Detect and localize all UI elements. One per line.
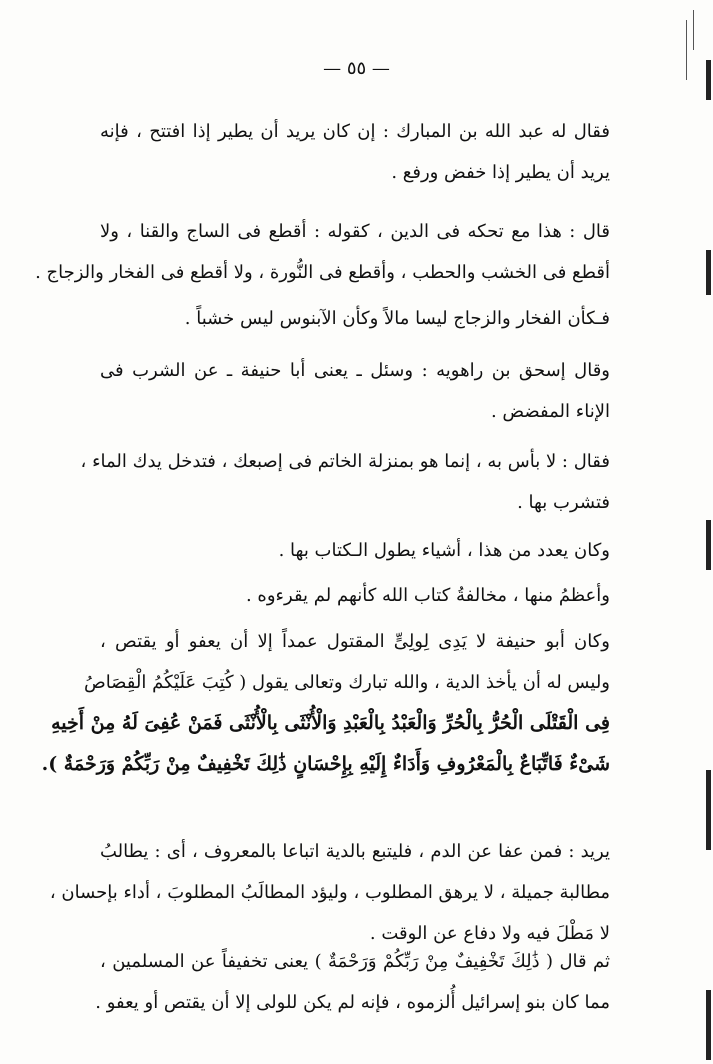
text-line: ثم قال ( ذَٰلِكَ تَخْفِيفٌ مِنْ رَبِّكُمْ وَرَحْمَةٌ ) يعنى تخفيفاً عن المسلمين ، [100, 951, 610, 972]
text-line: لا مَطْلَ فيه ولا دفاع عن الوقت . [369, 923, 610, 944]
paragraph-5 [80, 441, 610, 523]
scan-edge-mark [706, 60, 711, 100]
scan-edge-mark [706, 520, 711, 570]
quran-verse-line: شَىْءٌ فَاتِّبَاعٌ بِالْمَعْرُوفِ وَأَدَاءٌ إِلَيْهِ بِإِحْسَانٍ ذَٰلِكَ تَخْفِيفٌ مِنْ رَبِّكُمْ وَرَحْمَةٌ ). [41, 753, 610, 775]
quran-verse-line: فِى الْقَتْلَى الْحُرُّ بِالْحُرِّ وَالْعَبْدُ بِالْعَبْدِ وَالْأُنْثَى بِالْأُنْثَى فَمَنْ عُفِىَ لَهُ مِنْ أَخِيهِ [51, 712, 610, 734]
text-line: وقال إسحق بن راهويه : وسئل ـ يعنى أبا حنيفة ـ عن الشرب فى [100, 360, 610, 381]
paragraph-2 [35, 211, 610, 293]
paragraph-7 [100, 575, 610, 616]
scan-edge-mark [706, 770, 711, 850]
text-line: وكان أبو حنيفة لا يَدِى لِولِىٍّ المقتول عمداً إلا أن يعفو أو يقتص ، [100, 631, 610, 652]
text-line: يريد : فمن عفا عن الدم ، فليتبع بالدية اتباعا بالمعروف ، أى : يطالبُ [100, 841, 610, 862]
text-line: الإناء المفضض . [490, 401, 610, 422]
paragraph-10 [95, 941, 610, 1023]
text-line: يريد أن يطير إذا خفض ورفع . [391, 162, 610, 183]
text-line: فقال : لا بأس به ، إنما هو بمنزلة الخاتم فى إصبعك ، فتدخل يدك الماء ، [80, 451, 610, 472]
text-line: أقطع فى الخشب والحطب ، وأقطع فى النُّورة ، ولا أقطع فى الفخار والزجاج . [35, 262, 610, 283]
paragraph-1 [100, 111, 610, 193]
text-line: فتشرب بها . [517, 492, 610, 513]
text-line: وليس له أن يأخذ الدية ، والله تبارك وتعالى يقول ( كُتِبَ عَلَيْكُمُ الْقِصَاصُ [83, 672, 610, 693]
text-line: فقال له عبد الله بن المبارك : إن كان يريد أن يطير إذا افتتح ، فإنه [100, 121, 610, 142]
paragraph-8 [41, 621, 610, 785]
paragraph-6 [100, 530, 610, 571]
paragraph-3 [100, 298, 610, 339]
scan-speck [686, 20, 687, 80]
text-line: مطالبة جميلة ، لا يرهق المطلوب ، وليؤد المطالَبُ المطلوبَ ، أداء بإحسان ، [49, 882, 610, 903]
scan-speck [693, 10, 694, 50]
paragraph-4 [100, 350, 610, 432]
scan-edge-mark [706, 990, 711, 1060]
scan-edge-mark [706, 250, 711, 295]
paragraph-9 [49, 831, 610, 954]
text-line: قال : هذا مع تحكه فى الدين ، كقوله : أقطع فى الساج والقنا ، ولا [100, 221, 610, 242]
text-line: وأعظمُ منها ، مخالفةُ كتاب الله كأنهم لم يقرءوه . [245, 585, 610, 606]
text-line: مما كان بنو إسرائيل أُلزموه ، فإنه لم يكن للولى إلا أن يقتص أو يعفو . [95, 992, 610, 1013]
page-number: — ٥٥ — [323, 58, 390, 79]
text-line: وكان يعدد من هذا ، أشياء يطول الـكتاب بها . [278, 540, 610, 561]
text-line: فـكأن الفخار والزجاج ليسا مالاً وكأن الآبنوس ليس خشباً . [184, 308, 610, 329]
